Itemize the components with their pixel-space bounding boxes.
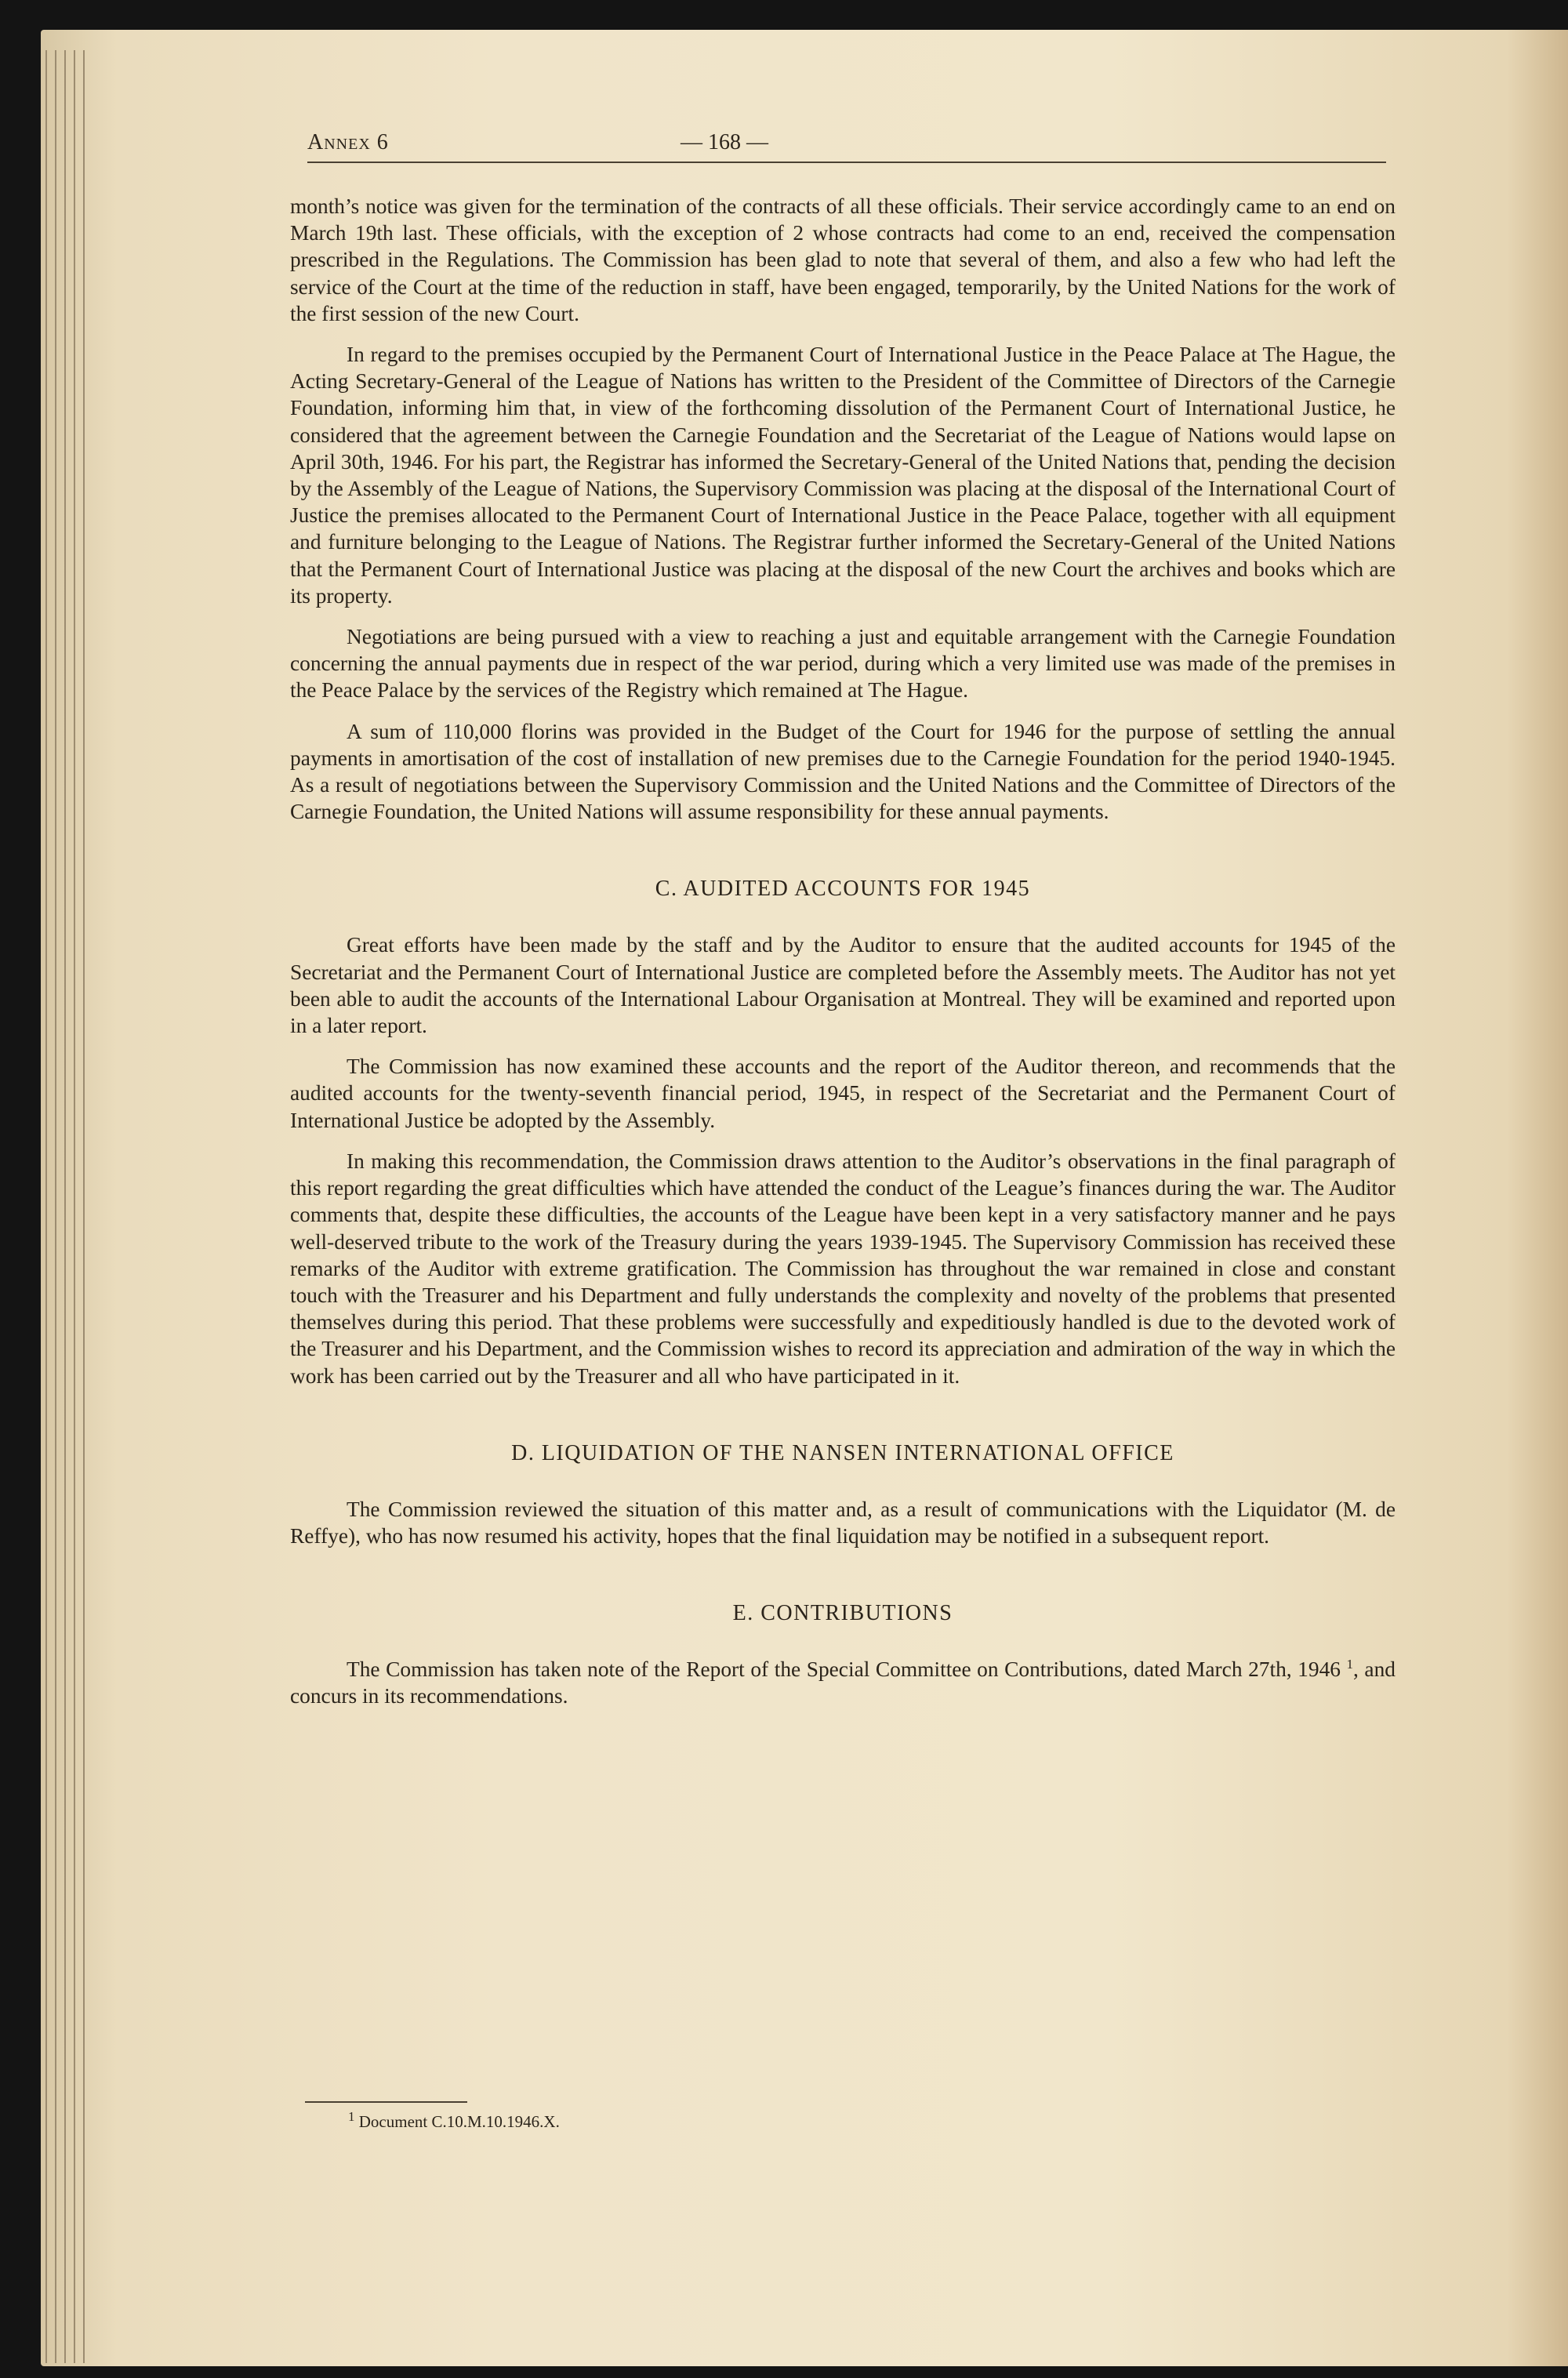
paragraph-text: The Commission has taken note of the Report of the Special Committee on Contributions, dated March 27th, 1946 [347, 1657, 1341, 1682]
paragraph: A sum of 110,000 florins was provided in the Budget of the Court for 1946 for the purpose of settling the annual payments in amortisation of the cost of installation of new premises due to the Carnegie Foundation for the period 1940-1945. As a result of negotiations between the Supervisory Commission and the United Nations and the Committee of Directors of the Carnegie Foundation, the United Nations will assume responsibility for these annual payments. [290, 719, 1396, 824]
page-header [307, 130, 1386, 163]
page-edge [55, 50, 61, 2363]
section-heading-d: D. LIQUIDATION OF THE NANSEN INTERNATIONAL OFFICE [511, 1440, 1174, 1465]
page-edge [64, 50, 71, 2363]
page-edge [83, 50, 89, 2363]
footnote-marker: 1 [348, 2109, 355, 2124]
paragraph: month’s notice was given for the termination of the contracts of all these officials. Their service accordingly came to an end on March 19th last. These officials, with the exception of 2 whose contracts had come to an end, received the compensation prescribed in the Regulations. The Commission has been glad to note that several of them, and also a few who had left the service of the Court at the time of the reduction in staff, have been engaged, temporarily, by the United Nations for the work of the first session of the new Court. [290, 194, 1396, 325]
paragraph: The Commission has now examined these accounts and the report of the Auditor thereon, and recommends that the audited accounts for the twenty-seventh financial period, 1945, in respect of the Secretariat and the Permanent Court of International Justice be adopted by the Assembly. [290, 1055, 1396, 1132]
page-edge [74, 50, 80, 2363]
paragraph [290, 1656, 1396, 1709]
paragraph: In regard to the premises occupied by the Permanent Court of International Justice in the Peace Palace at The Hague, the Acting Secretary-General of the League of Nations has written to the President of the Committee of Directors of the Carnegie Foundation, informing him that, in view of the forthcoming dissolution of the Permanent Court of International Justice, he considered that the agreement between the Carnegie Foundation and the Secretariat of the League of Nations would lapse on April 30th, 1946. For his part, the Registrar has informed the Secretary-General of the United Nations that, pending the decision by the Assembly of the League of Nations, the Supervisory Commission was placing at the disposal of the International Court of Justice the premises allocated to the Permanent Court of International Justice in the Peace Palace, together with all equipment and furniture belonging to the League of Nations. The Registrar further informed the Secretary-General of the United Nations that the Permanent Court of International Justice was placing at the disposal of the new Court the archives and books which are its property. [290, 343, 1396, 608]
page-edge [45, 50, 52, 2363]
section-heading-c: C. AUDITED ACCOUNTS FOR 1945 [655, 877, 1031, 902]
paragraph: In making this recommendation, the Commission draws attention to the Auditor’s observations in the final paragraph of this report regarding the great difficulties which have attended the conduct of the League’s finances during the war. The Auditor comments that, despite these difficulties, the accounts of the League have been kept in a very satisfactory manner and he pays well-deserved tribute to the work of the Treasury during the years 1939-1945. The Supervisory Commission has received these remarks of the Auditor with extreme gratification. The Commission has throughout the war remained in close and constant touch with the Treasurer and his Department and fully understands the complexity and novelty of the problems that presented themselves during this period. That these problems were successfully and expeditiously handled is due to the devoted work of the Treasurer and his Department, and the Commission wishes to record its appreciation and admiration of the way in which the work has been carried out by the Treasurer and all who have participated in it. [290, 1149, 1396, 1388]
footnote-rule [305, 2101, 467, 2103]
paragraph: Great efforts have been made by the staff and by the Auditor to ensure that the audited accounts for 1945 of the Secretariat and the Permanent Court of International Justice are completed before the Assembly meets. The Auditor has not yet been able to audit the accounts of the International Labour Organisation at Montreal. They will be examined and reported upon in a later report. [290, 933, 1396, 1038]
footnote [348, 2109, 560, 2132]
body-text [290, 193, 1396, 1724]
paragraph: The Commission reviewed the situation of this matter and, as a result of communications with the Liquidator (M. de Reffye), who has now resumed his activity, hopes that the final liquidation may be notified in a subsequent report. [290, 1497, 1396, 1548]
footnote-reference[interactable]: 1 [1346, 1657, 1354, 1672]
footnote-text: Document C.10.M.10.1946.X. [358, 2112, 560, 2131]
running-head: Annex 6 [307, 130, 389, 154]
page-number: — 168 — [681, 130, 768, 154]
section-heading-e: E. CONTRIBUTIONS [732, 1601, 953, 1626]
paragraph: Negotiations are being pursued with a view to reaching a just and equitable arrangement with the Carnegie Foundation concerning the annual payments due in respect of the war period, during which a very limited use was made of the premises in the Peace Palace by the services of the Registry which remained at The Hague. [290, 625, 1396, 703]
paragraph-text: , and concurs in its recommendations. [290, 1657, 1396, 1708]
